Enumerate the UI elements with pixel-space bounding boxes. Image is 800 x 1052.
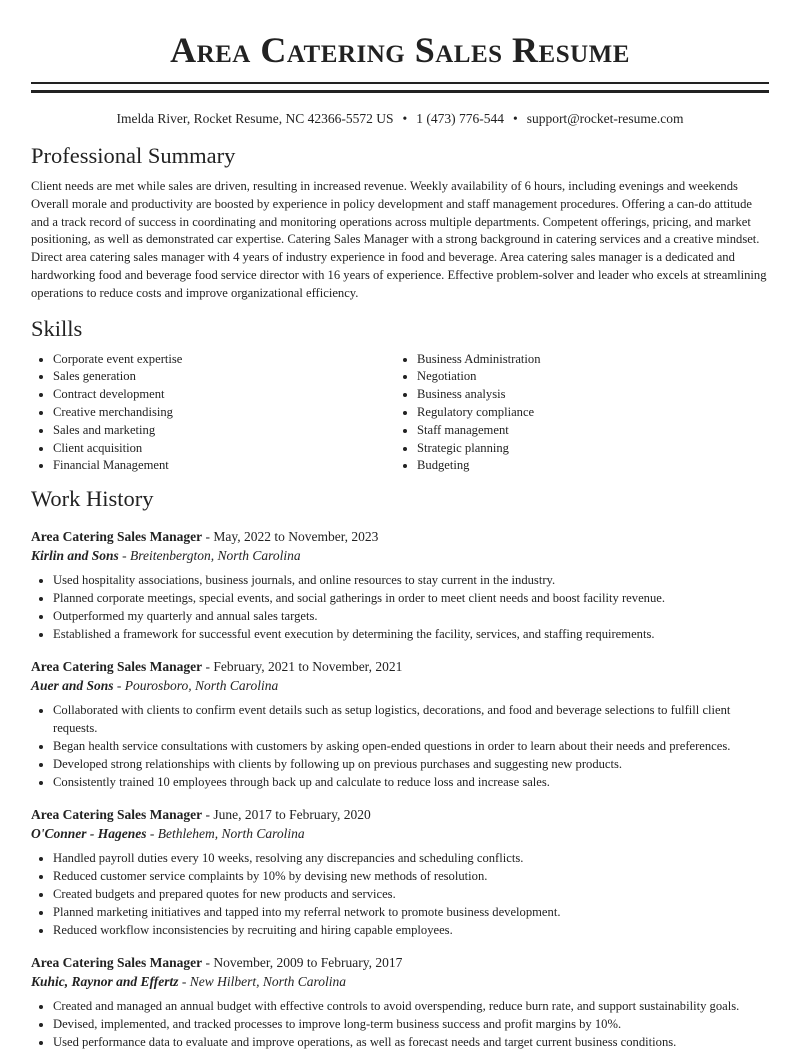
skill-item: • Budgeting [417, 457, 759, 475]
summary-heading: Professional Summary [31, 143, 236, 168]
duty-item: • Planned marketing initiatives and tapped into my referral network to promote business development. [53, 904, 769, 922]
skills-list-right [395, 351, 759, 476]
job-header [31, 805, 769, 824]
job-entry [31, 953, 769, 1051]
company-location: - Breitenbergton, North Carolina [118, 548, 301, 564]
skills-list-left [31, 351, 395, 476]
job-dates: - November, 2009 to February, 2017 [202, 955, 403, 971]
duty-item: • Reduced workflow inconsistencies by recruiting and hiring capable employees. [53, 922, 769, 940]
contact-separator: • [402, 111, 408, 126]
duty-item: • Used performance data to evaluate and improve operations, as well as forecast needs and target current business conditions. [53, 1034, 769, 1052]
job-header [31, 527, 769, 546]
duty-item: • Devised, implemented, and tracked processes to improve long-term business success and profit margins by 10%. [53, 1016, 769, 1034]
duties-list [31, 572, 769, 643]
resume-title: Area Catering Sales Resume [170, 30, 630, 70]
company-name: Kuhic, Raynor and Effertz [31, 974, 179, 990]
job-dates: - June, 2017 to February, 2020 [202, 807, 371, 823]
skill-item: • Sales generation [53, 368, 395, 386]
summary-text: Client needs are met while sales are driven, resulting in increased revenue. Weekly availability of 6 hours, including evenings and weekends Overall morale and productivity are boosted by experience in policy development and staff management procedures. Offering a can-do attitude and a track record of success in coordinating and monitoring operations across multiple departments. Competent offerings, pricing, and market positioning, as well as demonstrated car expertise. Catering Sales Manager with a strong background in catering services and a creative mindset. Direct area catering sales manager with 4 years of industry experience in food and beverage. Area catering sales manager is a dedicated and hardworking food and beverage food service director with 16 years of experience. Effective problem-solver and leader who excels at streamlining operations to reduce costs and improve organizational efficiency. [31, 179, 767, 300]
job-header [31, 953, 769, 972]
skill-item: • Staff management [417, 422, 759, 440]
duty-item: • Outperformed my quarterly and annual sales targets. [53, 608, 769, 626]
skill-item: • Negotiation [417, 368, 759, 386]
contact-phone: 1 (473) 776-544 [416, 111, 504, 126]
contact-line [31, 110, 769, 128]
duty-item: • Began health service consultations with customers by asking open-ended questions in order to learn about their needs and preferences. [53, 738, 769, 756]
skill-item: • Financial Management [53, 457, 395, 475]
skill-item: • Business analysis [417, 386, 759, 404]
skill-item: • Sales and marketing [53, 422, 395, 440]
job-dates: - February, 2021 to November, 2021 [202, 659, 403, 675]
job-title: Area Catering Sales Manager [31, 955, 203, 971]
company-line [31, 824, 769, 843]
contact-address: Imelda River, Rocket Resume, NC 42366-5572 US [116, 111, 394, 126]
company-name: O'Conner - Hagenes [31, 826, 147, 842]
skills-grid [31, 351, 769, 476]
skill-item: • Business Administration [417, 351, 759, 369]
contact-separator: • [512, 111, 518, 126]
skills-heading: Skills [31, 315, 83, 341]
duty-item: • Planned corporate meetings, special events, and social gatherings in order to meet client needs and boost facility revenue. [53, 590, 769, 608]
company-location: - New Hilbert, North Carolina [178, 974, 347, 990]
duty-item: • Consistently trained 10 employees through back up and calculate to reduce loss and increase sales. [53, 774, 769, 792]
duty-item: • Created budgets and prepared quotes for new products and services. [53, 886, 769, 904]
duty-item: • Reduced customer service complaints by 10% by devising new methods of resolution. [53, 868, 769, 886]
skill-item: • Strategic planning [417, 440, 759, 458]
duties-list [31, 702, 769, 791]
skill-item: • Corporate event expertise [53, 351, 395, 369]
company-line [31, 546, 769, 565]
duty-item: • Developed strong relationships with clients by following up on previous purchases and suggesting new products. [53, 756, 769, 774]
company-location: - Bethlehem, North Carolina [146, 826, 305, 842]
skill-item: • Client acquisition [53, 440, 395, 458]
company-name: Auer and Sons [31, 678, 114, 694]
title-divider [31, 82, 769, 93]
job-title: Area Catering Sales Manager [31, 659, 203, 675]
job-title: Area Catering Sales Manager [31, 807, 203, 823]
job-title: Area Catering Sales Manager [31, 529, 203, 545]
skill-item: • Regulatory compliance [417, 404, 759, 422]
job-header [31, 657, 769, 676]
company-line [31, 972, 769, 991]
job-entry [31, 527, 769, 643]
job-entry [31, 805, 769, 939]
duty-item: • Used hospitality associations, business journals, and online resources to stay current in the industry. [53, 572, 769, 590]
duty-item: • Created and managed an annual budget with effective controls to avoid overspending, reduce burn rate, and support sustainability goals. [53, 998, 769, 1016]
duty-item: • Established a framework for successful event execution by determining the facility, services, and staffing requirements. [53, 626, 769, 644]
skill-item: • Contract development [53, 386, 395, 404]
job-dates: - May, 2022 to November, 2023 [202, 529, 379, 545]
company-line [31, 676, 769, 695]
contact-email[interactable]: support@rocket-resume.com [526, 111, 684, 126]
duties-list [31, 850, 769, 939]
duty-item: • Collaborated with clients to confirm event details such as setup logistics, decorations, and food and beverage selections to fulfill client requests. [53, 702, 769, 738]
company-location: - Pourosboro, North Carolina [113, 678, 279, 694]
duty-item: • Handled payroll duties every 10 weeks, resolving any discrepancies and scheduling conflicts. [53, 850, 769, 868]
duties-list [31, 998, 769, 1051]
work-history-heading: Work History [31, 486, 154, 512]
skill-item: • Creative merchandising [53, 404, 395, 422]
company-name: Kirlin and Sons [31, 548, 119, 564]
job-entry [31, 657, 769, 791]
